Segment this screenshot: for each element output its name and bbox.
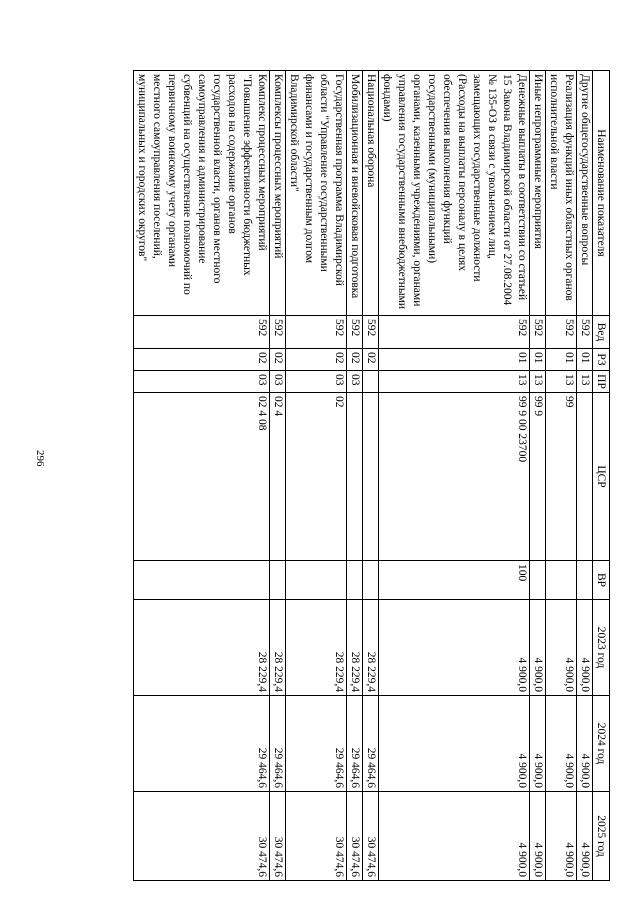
cell-2024: 29 464,6 bbox=[134, 696, 270, 792]
table-row bbox=[379, 71, 530, 881]
cell-2024: 4 900,0 bbox=[530, 696, 546, 792]
cell-pr: 03 bbox=[286, 371, 347, 393]
cell-pr: 13 bbox=[577, 371, 593, 393]
table-row bbox=[134, 71, 270, 881]
cell-name: Комплексы процессных мероприятий bbox=[270, 71, 286, 316]
cell-2023: 28 229,4 bbox=[286, 600, 347, 696]
cell-rz: 02 bbox=[347, 349, 363, 371]
cell-2023: 28 229,4 bbox=[363, 600, 379, 696]
header-name: Наименование показателя bbox=[593, 71, 610, 316]
cell-rz: 02 bbox=[134, 349, 270, 371]
cell-vr bbox=[530, 561, 546, 600]
table-row bbox=[546, 71, 577, 881]
table-row bbox=[270, 71, 286, 881]
cell-2023: 4 900,0 bbox=[577, 600, 593, 696]
table-row bbox=[286, 71, 347, 881]
cell-rz: 01 bbox=[546, 349, 577, 371]
rotated-table-container bbox=[110, 70, 610, 880]
cell-name: Мобилизационная и вневойсковая подготовка bbox=[347, 71, 363, 316]
cell-rz: 02 bbox=[286, 349, 347, 371]
cell-vr bbox=[363, 561, 379, 600]
cell-ved: 592 bbox=[379, 316, 530, 349]
cell-csr: 99 bbox=[546, 393, 577, 561]
cell-vr: 100 bbox=[379, 561, 530, 600]
header-csr: ЦСР bbox=[593, 393, 610, 561]
cell-2023: 28 229,4 bbox=[270, 600, 286, 696]
cell-ved: 592 bbox=[286, 316, 347, 349]
cell-2025: 4 900,0 bbox=[530, 792, 546, 881]
cell-csr bbox=[363, 393, 379, 561]
cell-name: Иные непрограммные мероприятия bbox=[530, 71, 546, 316]
table-header-row bbox=[593, 71, 610, 881]
cell-ved: 592 bbox=[546, 316, 577, 349]
cell-2025: 30 474,6 bbox=[270, 792, 286, 881]
cell-2023: 4 900,0 bbox=[379, 600, 530, 696]
cell-ved: 592 bbox=[134, 316, 270, 349]
cell-pr: 13 bbox=[379, 371, 530, 393]
cell-2025: 30 474,6 bbox=[286, 792, 347, 881]
cell-pr: 13 bbox=[530, 371, 546, 393]
cell-name: Национальная оборона bbox=[363, 71, 379, 316]
cell-name: Денежные выплаты в соответствии со статьей 15 Закона Владимирской области от 27.08.2004 № 135-ОЗ в связи с увольнением лиц, замещающих государственные должности (Расходы на выплаты персоналу в целях обеспечения выполнения функций государственными (муниципальными) органами, казенными учреждениями, органами управления государственными внебюджетными фондами) bbox=[379, 71, 530, 316]
cell-pr bbox=[363, 371, 379, 393]
cell-2025: 4 900,0 bbox=[577, 792, 593, 881]
cell-2024: 29 464,6 bbox=[347, 696, 363, 792]
cell-vr bbox=[134, 561, 270, 600]
cell-2024: 4 900,0 bbox=[546, 696, 577, 792]
cell-2024: 29 464,6 bbox=[270, 696, 286, 792]
cell-name: Другие общегосударственные вопросы bbox=[577, 71, 593, 316]
header-2025: 2025 год bbox=[593, 792, 610, 881]
cell-ved: 592 bbox=[347, 316, 363, 349]
cell-pr: 03 bbox=[347, 371, 363, 393]
cell-2025: 4 900,0 bbox=[379, 792, 530, 881]
cell-pr: 03 bbox=[134, 371, 270, 393]
cell-2025: 30 474,6 bbox=[347, 792, 363, 881]
cell-pr: 03 bbox=[270, 371, 286, 393]
page-number: 296 bbox=[34, 450, 46, 467]
cell-2024: 29 464,6 bbox=[363, 696, 379, 792]
cell-csr: 99 9 bbox=[530, 393, 546, 561]
table-row bbox=[530, 71, 546, 881]
cell-pr: 13 bbox=[546, 371, 577, 393]
cell-ved: 592 bbox=[577, 316, 593, 349]
cell-2024: 29 464,6 bbox=[286, 696, 347, 792]
cell-vr bbox=[286, 561, 347, 600]
budget-table bbox=[133, 70, 610, 881]
header-vr: ВР bbox=[593, 561, 610, 600]
cell-2025: 30 474,6 bbox=[363, 792, 379, 881]
cell-csr: 02 4 08 bbox=[134, 393, 270, 561]
cell-rz: 02 bbox=[270, 349, 286, 371]
cell-rz: 01 bbox=[379, 349, 530, 371]
table-row bbox=[363, 71, 379, 881]
cell-csr: 99 9 00 23700 bbox=[379, 393, 530, 561]
cell-2023: 28 229,4 bbox=[347, 600, 363, 696]
cell-2023: 28 229,4 bbox=[134, 600, 270, 696]
table-row bbox=[577, 71, 593, 881]
cell-vr bbox=[347, 561, 363, 600]
cell-csr bbox=[347, 393, 363, 561]
cell-rz: 02 bbox=[363, 349, 379, 371]
cell-ved: 592 bbox=[363, 316, 379, 349]
cell-csr: 02 4 bbox=[270, 393, 286, 561]
cell-2024: 4 900,0 bbox=[379, 696, 530, 792]
cell-csr bbox=[577, 393, 593, 561]
cell-2023: 4 900,0 bbox=[546, 600, 577, 696]
cell-2024: 4 900,0 bbox=[577, 696, 593, 792]
cell-vr bbox=[577, 561, 593, 600]
cell-name: Реализация функций иных областных органов исполнительной власти bbox=[546, 71, 577, 316]
cell-vr bbox=[546, 561, 577, 600]
cell-rz: 01 bbox=[530, 349, 546, 371]
header-2024: 2024 год bbox=[593, 696, 610, 792]
cell-2023: 4 900,0 bbox=[530, 600, 546, 696]
cell-2025: 4 900,0 bbox=[546, 792, 577, 881]
header-ved: Вед bbox=[593, 316, 610, 349]
cell-ved: 592 bbox=[270, 316, 286, 349]
cell-vr bbox=[270, 561, 286, 600]
header-rz: РЗ bbox=[593, 349, 610, 371]
cell-name: Государственная программа Владимирской области "Управление государственными финансами и государственным долгом Владимирской области" bbox=[286, 71, 347, 316]
header-2023: 2023 год bbox=[593, 600, 610, 696]
cell-2025: 30 474,6 bbox=[134, 792, 270, 881]
cell-csr: 02 bbox=[286, 393, 347, 561]
header-pr: ПР bbox=[593, 371, 610, 393]
cell-name: Комплекс процессных мероприятий "Повышение эффективности бюджетных расходов на содержание органов государственной власти, органов местного самоуправления и администрирование субвенций на осуществление полномочий по первичному воинскому учету органами местного самоуправления поселений, муниципальных и городских округов" bbox=[134, 71, 270, 316]
cell-ved: 592 bbox=[530, 316, 546, 349]
table-row bbox=[347, 71, 363, 881]
cell-rz: 01 bbox=[577, 349, 593, 371]
